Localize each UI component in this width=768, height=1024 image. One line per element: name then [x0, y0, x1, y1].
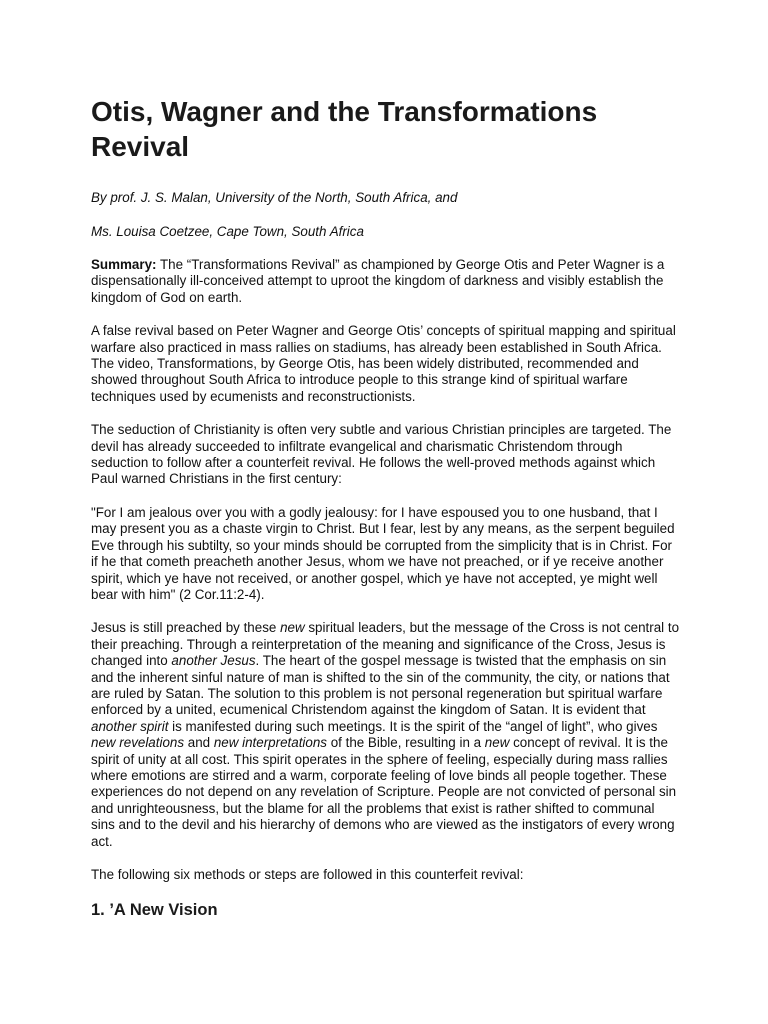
scripture-quote: "For I am jealous over you with a godly jealousy: for I have espoused you to one husband, that I may present you as a chaste virgin to Christ. But I fear, lest by any means, as the serpent beguiled Eve through his subtilty, so your minds should be corrupted from the simplicity that is in Christ. For if he that cometh preacheth another Jesus, whom we have not preached, or if ye receive another spirit, which ye have not received, or another gospel, which ye have not accepted, ye might well bear with him" (2 Cor.11:2-4).	[91, 504, 675, 602]
summary-paragraph	[91, 257, 681, 306]
byline-coauthor: Ms. Louisa Coetzee, Cape Town, South Africa	[91, 224, 364, 239]
text-run: of the Bible, resulting in a	[326, 735, 485, 751]
text-run: Jesus is still preached by these	[91, 620, 281, 636]
paragraph-seduction: The seduction of Christianity is often very subtle and various Christian principles are targeted. The devil has already succeeded to infiltrate evangelical and charismatic Christendom through seduction to follow after a counterfeit revival. He follows the well-proved methods against which Paul warned Christians in the first century:	[91, 422, 672, 487]
paragraph-another-jesus	[91, 620, 681, 850]
italic-run: new	[280, 620, 305, 636]
summary-label: Summary:	[91, 257, 157, 272]
text-run: is manifested during such meetings. It is the spirit of the “angel of light”, who gives	[168, 718, 658, 734]
italic-run: new revelations	[91, 735, 185, 751]
italic-run: new	[484, 735, 510, 751]
section-heading-new-vision: 1. ’A New Vision	[91, 901, 218, 920]
italic-run: new interpretations	[213, 735, 327, 751]
document-body	[91, 94, 681, 920]
text-run: and	[184, 735, 214, 751]
summary-text: The “Transformations Revival” as championed by George Otis and Peter Wagner is a dispensationally ill-conceived attempt to uproot the kingdom of darkness and visibly establish the kingdom of God on earth.	[91, 257, 665, 305]
text-run: concept of revival. It is the spirit of unity at all cost. This spirit operates in the sphere of feeling, especially during mass rallies where emotions are stirred and a warm, corporate feeling of love binds all people together. These experiences do not depend on any revelation of Scripture. People are not convicted of personal sin and unrighteousness, but the blame for all the problems that exist is rather shifted to communal sins and to the devil and his hierarchy of demons who are viewed as the instigators of every wrong act.	[91, 735, 677, 849]
paragraph-false-revival: A false revival based on Peter Wagner and George Otis’ concepts of spiritual mapping and spiritual warfare also practiced in mass rallies on stadiums, has already been established in South Africa. The video, Transformations, by George Otis, has been widely distributed, recommended and showed throughout South Africa to introduce people to this strange kind of spiritual warfare techniques used by ecumenists and reconstructionists.	[91, 323, 676, 404]
text-run: . The heart of the gospel message is twisted that the emphasis on sin and the inherent sinful nature of man is shifted to the sin of the community, the city, or nations that are ruled by Satan. The solution to this problem is not personal regeneration but spiritual warfare enforced by a united, ecumenical Christendom against the kingdom of Satan. It is evident that	[91, 653, 670, 718]
text-run: spiritual leaders, but the message of the Cross is not central to their preaching. Through a reinterpretation of the meaning and significance of the Cross, Jesus is changed into	[91, 620, 680, 669]
italic-run: another spirit	[91, 718, 169, 734]
document-title: Otis, Wagner and the Transformations Revival	[91, 96, 598, 162]
paragraph-six-methods: The following six methods or steps are followed in this counterfeit revival:	[91, 867, 524, 882]
italic-run: another Jesus	[171, 653, 256, 669]
byline-authors: By prof. J. S. Malan, University of the North, South Africa, and	[91, 190, 458, 205]
